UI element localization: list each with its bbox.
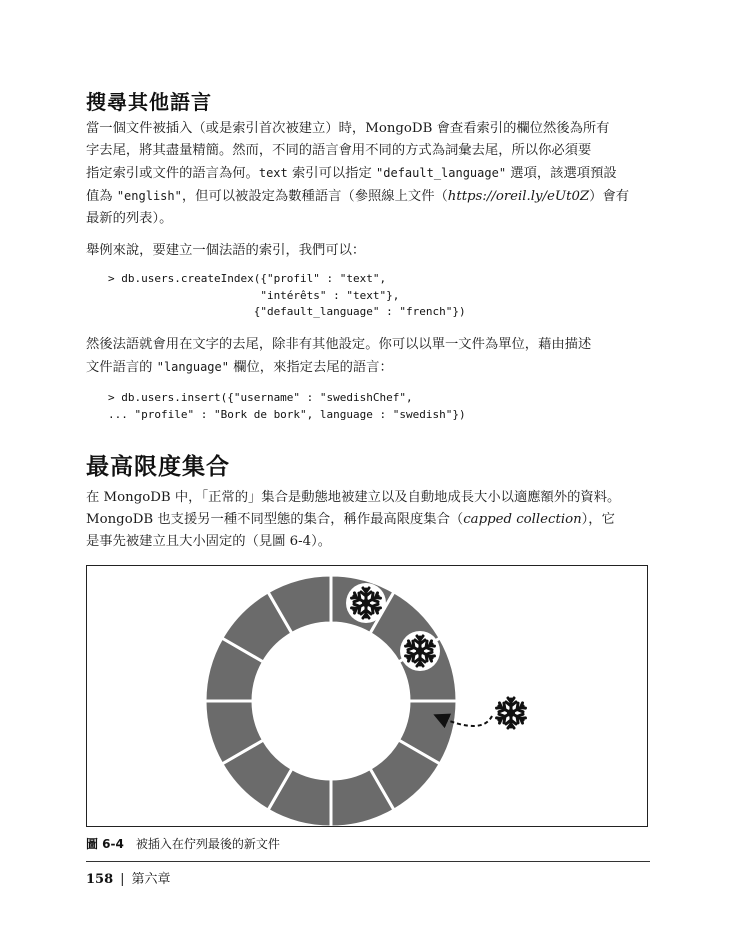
text-fragment: 指定索引或文件的語言為何。 (86, 166, 259, 181)
figure-number: 圖 6-4 (86, 837, 124, 851)
text-fragment: ）會有 (589, 189, 630, 204)
page-number: 158 (86, 872, 114, 887)
text-fragment: 值為 (86, 189, 117, 204)
text-fragment: 選項，該選項預設 (506, 166, 617, 181)
text-line (86, 356, 652, 379)
text-line: 最新的列表）。 (86, 211, 173, 226)
text-fragment: MongoDB 也支援另一種不同型態的集合，稱作最高限度集合（ (86, 512, 464, 527)
text-line (86, 185, 652, 208)
text-line (86, 509, 652, 531)
paragraph-capped-intro (86, 487, 652, 553)
figure-caption-text: 被插入在佇列最後的新文件 (135, 837, 280, 851)
inline-code: "english" (116, 189, 182, 203)
inline-code: "default_language" (376, 166, 507, 180)
footer-rule (86, 861, 650, 862)
paragraph-language-field (86, 334, 652, 379)
text-fragment: 索引可以指定 (287, 166, 377, 181)
code-block-insert: > db.users.insert({"username" : "swedishChef", ... "profile" : "Bork de bork", language : "swedish"}) (108, 391, 466, 421)
snowflake-icon (346, 583, 386, 623)
paragraph-language-intro (86, 118, 652, 230)
figure-capped-collection-ring (86, 565, 648, 827)
inline-code: text (258, 166, 288, 180)
inline-code: "language" (156, 360, 229, 374)
snowflake-icon (491, 693, 531, 733)
ring-diagram (87, 566, 647, 826)
url-link[interactable]: https://oreil.ly/eUt0Z (447, 189, 590, 204)
code-block-create-index: > db.users.createIndex({"profil" : "text", "intérêts" : "text"}, {"default_language" : "french"}) (108, 272, 466, 318)
paragraph-example-intro (86, 240, 652, 262)
text-fragment: 欄位，來指定去尾的語言： (228, 360, 393, 375)
text-line (86, 162, 652, 185)
italic-term: capped collection (463, 512, 582, 527)
figure-caption (86, 835, 280, 852)
text-fragment: ，但可以被設定為數種語言（參照線上文件（ (181, 189, 448, 204)
page-footer (86, 868, 171, 887)
snowflake-icon (400, 631, 440, 671)
text-line: 是事先被建立且大小固定的（見圖 6-4）。 (86, 534, 332, 549)
text-fragment: ），它 (581, 512, 615, 527)
text-line: 當一個文件被插入（或是索引首次被建立）時，MongoDB 會查看索引的欄位然後為所有 (86, 121, 610, 136)
text-fragment: 文件語言的 (86, 360, 157, 375)
text-line: 字去尾，將其盡量精簡。然而，不同的語言會用不同的方式為詞彙去尾，所以你必須要 (86, 143, 592, 158)
section-heading-capped-collections: 最高限度集合 (86, 454, 230, 480)
section-heading-search-languages: 搜尋其他語言 (86, 90, 212, 114)
text-line: 在 MongoDB 中，「正常的」集合是動態地被建立以及自動地成長大小以適應額外的資料。 (86, 490, 621, 505)
text-line: 然後法語就會用在文字的去尾，除非有其他設定。你可以以單一文件為單位，藉由描述 (86, 337, 592, 352)
footer-separator: | (120, 872, 125, 887)
chapter-label: 第六章 (131, 872, 171, 887)
text-line: 舉例來說，要建立一個法語的索引，我們可以： (86, 243, 366, 258)
